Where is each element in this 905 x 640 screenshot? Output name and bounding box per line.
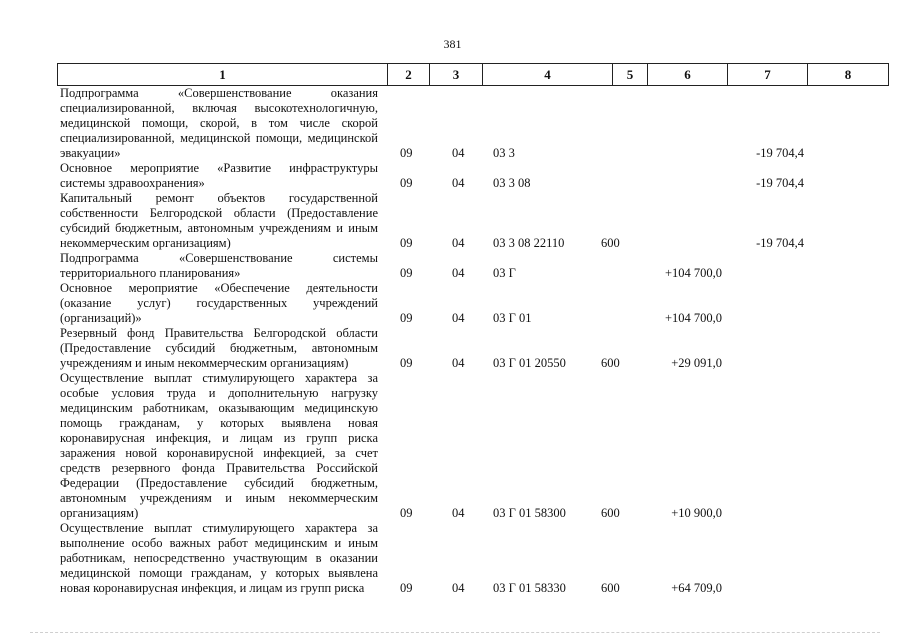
row-amount-col6: +104 700,0 [664,311,722,325]
row-name: Осуществление выплат стимулирующего характера за выполнение особо важных работ медицинским и иным работникам, непосредственно участвующим в оказании медицинской помощи гражданам, у которых выявлена новая коронавирусная инфекция, и лицам из групп риска [60,521,378,595]
row-target-article: 03 Г 01 20550 [493,356,566,370]
header-col-4: 4 [483,64,613,85]
table-header [57,63,889,86]
table-row [0,86,905,161]
header-col-8: 8 [844,67,852,82]
table-row [0,251,905,281]
row-amount-col7: -19 704,4 [756,236,804,250]
row-subsection: 04 [452,506,465,520]
row-amount-col7: -19 704,4 [756,176,804,190]
row-name: Резервный фонд Правительства Белгородской области (Предоставление субсидий бюджетным, автономным учреждениям и иным некоммерческим организациям) [60,326,378,370]
row-name: Основное мероприятие «Развитие инфраструктуры системы здравоохранения» [60,161,378,190]
header-col-2: 2 [388,64,430,85]
row-target-article: 03 3 08 22110 [493,236,565,250]
row-section: 09 [400,506,413,520]
row-subsection: 04 [452,236,465,250]
row-target-article: 03 Г 01 58330 [493,581,566,595]
row-expense-type: 600 [601,356,620,370]
row-amount-col6: +10 900,0 [671,506,722,520]
row-target-article: 03 Г [493,266,516,280]
row-amount-col6: +29 091,0 [671,356,722,370]
row-expense-type: 600 [601,581,620,595]
row-target-article: 03 Г 01 [493,311,532,325]
table-row [0,371,905,521]
row-section: 09 [400,581,413,595]
row-section: 09 [400,356,413,370]
row-subsection: 04 [452,311,465,325]
row-name: Основное мероприятие «Обеспечение деятельности (оказание услуг) государственных учреждений (организаций)» [60,281,378,325]
row-name: Подпрограмма «Совершенствование системы территориального планирования» [60,251,378,280]
row-section: 09 [400,146,413,160]
row-name: Подпрограмма «Совершенствование оказания специализированной, включая высокотехнологичную, медицинской помощи, скорой, в том числе скорой специализированной, медицинской помощи, медицинской эвакуации» [60,86,378,160]
row-amount-col7: -19 704,4 [756,146,804,160]
row-subsection: 04 [452,356,465,370]
header-col-5: 5 [613,64,648,85]
row-section: 09 [400,266,413,280]
header-col-3: 3 [430,64,483,85]
table-row [0,191,905,251]
row-section: 09 [400,236,413,250]
row-subsection: 04 [452,176,465,190]
row-subsection: 04 [452,581,465,595]
row-name: Осуществление выплат стимулирующего характера за особые условия труда и дополнительную нагрузку медицинским работникам, оказывающим медицинскую помощь гражданам, у которых выявлена новая коронавирусная инфекция, и лицам из групп риска заражения новой коронавирусной инфекцией, за счет средств резервного фонда Правительства Российской Федерации (Предоставление субсидий бюджетным, автономным учреждениям и иным некоммерческим организациям) [60,371,378,520]
row-section: 09 [400,311,413,325]
row-target-article: 03 3 [493,146,515,160]
bottom-divider [30,632,880,633]
table-row [0,326,905,371]
row-subsection: 04 [452,146,465,160]
row-subsection: 04 [452,266,465,280]
table-body [0,86,905,596]
row-expense-type: 600 [601,236,620,250]
row-name: Капитальный ремонт объектов государственной собственности Белгородской области (Предоставление субсидий бюджетным, автономным учреждениям и иным некоммерческим организациям) [60,191,378,250]
row-amount-col6: +104 700,0 [664,266,722,280]
row-section: 09 [400,176,413,190]
header-col-6: 6 [648,64,728,85]
page-number: 381 [443,37,462,51]
header-col-1: 1 [58,64,388,85]
row-amount-col6: +64 709,0 [671,581,722,595]
table-row [0,281,905,326]
row-expense-type: 600 [601,506,620,520]
table-row [0,521,905,596]
table-row [0,161,905,191]
row-target-article: 03 Г 01 58300 [493,506,566,520]
row-target-article: 03 3 08 [493,176,531,190]
header-col-7: 7 [728,64,808,85]
